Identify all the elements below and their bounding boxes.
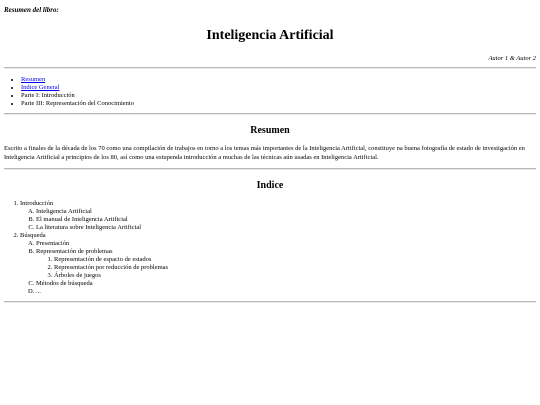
nav-link-indice[interactable]: Indice General [21, 84, 60, 91]
index-list [4, 200, 536, 296]
index-subsubitem: 3. Árboles de juegos [54, 272, 536, 280]
index-subsubitem: 2. Representación por reducción de problemas [54, 264, 536, 272]
nav-item-parte-1: • Parte I: Introducción [21, 92, 536, 100]
index-sublist [20, 240, 536, 296]
index-subitem-label: Representación de problemas [36, 248, 113, 255]
index-item-label: Introducción [20, 200, 54, 207]
section-nav [4, 76, 536, 108]
nav-link-resumen[interactable]: Resumen [21, 76, 46, 83]
index-item-label: Búsqueda [20, 232, 46, 239]
divider [4, 301, 536, 303]
index-item [20, 200, 536, 232]
index-subsublist [36, 256, 536, 280]
divider [4, 168, 536, 170]
nav-item-resumen[interactable] [21, 76, 536, 84]
index-subitem: A. Presentación [36, 240, 536, 248]
index-item [20, 232, 536, 296]
divider [4, 113, 536, 115]
index-subsubitem: 1. Representación de espacio de estados [54, 256, 536, 264]
index-subitem: B. El manual de Inteligencia Artificial [36, 216, 536, 224]
page-title: Inteligencia Artificial [206, 28, 334, 43]
summary-text: Escrito a finales de la década de los 70 como una compilación de trabajos en torno a los temas más importantes de la Inteligencia Artificial, constituye na buena fotografía de estado de investigación en Inteligencia Artificial a principios de los 80, así como una estupenda introducción a muchas de las técnicas aún usadas en Inteligencia Artificial. [4, 145, 525, 161]
nav-item-parte-3: • Parte III: Representación del Conocimiento [21, 100, 536, 108]
index-subitem: D. ... [36, 288, 536, 296]
index-subitem: A. Inteligencia Artificial [36, 208, 536, 216]
index-subitem: C. Métodos de búsqueda [36, 280, 536, 288]
divider [4, 67, 536, 69]
page-kicker: Resumen del libro: [4, 6, 59, 14]
index-subitem [36, 248, 536, 280]
authors-line: Autor 1 & Autor 2 [488, 55, 536, 62]
index-heading: Indice [256, 180, 284, 191]
index-sublist [20, 208, 536, 232]
index-subitem: C. La literatura sobre Inteligencia Artificial [36, 224, 536, 232]
nav-item-indice[interactable] [21, 84, 536, 92]
summary-heading: Resumen [250, 125, 290, 136]
